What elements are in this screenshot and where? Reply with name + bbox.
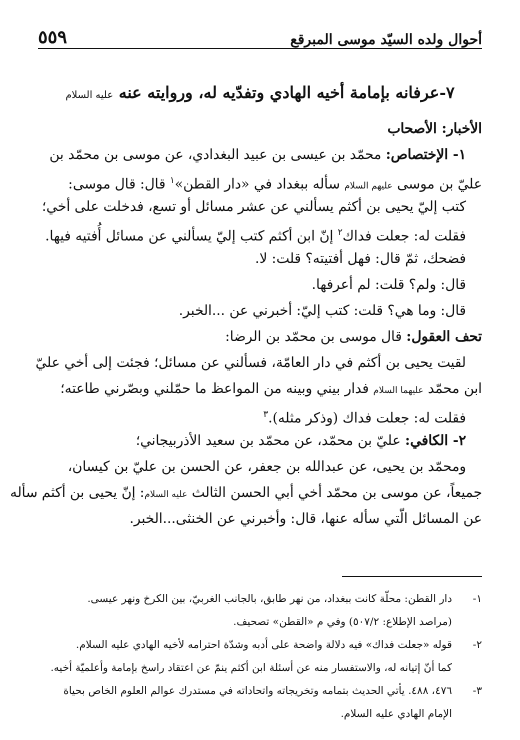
- body-line: [35, 350, 482, 376]
- body-line: [38, 506, 482, 532]
- body-text-span: محمّد بن عيسى بن عبيد البغدادي، عن موسى بن محمّد بن: [49, 147, 386, 163]
- section-title-text: ٧-عرفانه بإمامة أخيه الهادي وتفدّيه له، وروايته عنه: [118, 83, 455, 102]
- narration-label: ٢- الكافي:: [405, 433, 466, 449]
- body-line: [38, 194, 482, 220]
- body-text-span: كتب إليّ يحيى بن أكثم يسألني عن عشر مسائل أو تسع، فدخلت على أخي؛: [41, 199, 466, 215]
- footnote-continuation: الإمام الهادي عليه السلام.: [340, 708, 452, 720]
- body-line: [38, 272, 482, 298]
- body-text-span: فقلت له: جعلت فداك (وذكر مثله).: [268, 410, 466, 427]
- body-line: [38, 246, 482, 272]
- footnote-continuation: (مراصد الإطلاع: ٥٠٧/٢) وفي م «القطن» تصحيف.: [233, 616, 452, 628]
- source-label: تحف العقول:: [406, 329, 482, 345]
- body-text-span: ومحمّد بن يحيى، عن عبدالله بن جعفر، عن الحسن بن عليّ بن كيسان،: [67, 459, 466, 475]
- section-title: [38, 83, 482, 102]
- body-line: [38, 298, 482, 324]
- footnote-number: ٣-: [472, 685, 482, 697]
- body-line: [38, 142, 482, 168]
- footnote-ref: ٣: [263, 410, 269, 420]
- body-line: [38, 220, 482, 246]
- body-line: [38, 428, 482, 454]
- body-text-span: عليّ بن موسى: [392, 176, 482, 193]
- body-text-span: : إنّ يحيى بن أكثم سأله: [10, 485, 145, 501]
- footnote-number: ٢-: [472, 639, 482, 651]
- body-line: [38, 324, 482, 350]
- honorific: عليه السلام: [144, 490, 188, 500]
- section-title-honorific: عليه السلام: [65, 90, 114, 101]
- footnote: [38, 634, 482, 657]
- footnote-continuation: كما أنّ إتيانه له، والاستفسار منه عن أسئلة ابن أكثم ينمّ عن اعتقاد راسخ بإمامة وأعلميّة أخيه.: [50, 662, 452, 674]
- footnote: [38, 680, 482, 703]
- body-text-span: جميعاً، عن موسى بن محمّد أخي أبي الحسن الثالث: [187, 485, 482, 501]
- subheading: الأخبار: الأصحاب: [387, 121, 482, 137]
- body-text-span: قال: ولم؟ قلت: لم أعرفها.: [311, 277, 466, 293]
- footnote-text: قوله «جعلت فداك» فيه دلالة واضحة على أدبه وشدّة احترامه لأخيه الهادي عليه السلام.: [75, 639, 452, 651]
- body-text-span: قال موسى بن محمّد بن الرضا:: [225, 329, 407, 345]
- body-text-span: فدار بيني وبينه من المواعظ ما حمّلني وبصّرني طاعته؛: [60, 381, 374, 397]
- body-text-span: إنّ ابن أكثم كتب إليّ يسألني عن مسائل أُفتيه فيها.: [45, 228, 338, 245]
- page-header: [38, 22, 482, 49]
- footnote-text: ٤٧٦، ٤٨٨. يأتي الحديث بتمامه وتخريجاته واتحاداته في مستدرك عوالم العلوم الخاص بحياة: [63, 685, 452, 697]
- body-text-span: قال: وما هي؟ قلت: كتب إليّ: أخبرني عن ...الخبر.: [178, 303, 466, 319]
- body-line: [38, 168, 482, 194]
- body-text-span: ابن محمّد: [423, 381, 482, 397]
- body-line: [38, 376, 482, 402]
- footnote-ref: ٢: [337, 228, 343, 238]
- footnote-number: ١-: [472, 593, 482, 605]
- body-text-span: فضحك، ثمّ قال: فهل أفتيته؟ قلت: لا.: [254, 251, 466, 267]
- body-line: [38, 454, 482, 480]
- body-text-span: لقيت يحيى بن أكثم في دار العامّة، فسألني عن مسائل؛ فجئت إلى أخي عليّ: [35, 355, 466, 371]
- body-line: [10, 480, 482, 506]
- page-number: ٥٥٩: [38, 27, 68, 48]
- footnote-ref: ١: [169, 176, 175, 186]
- honorific: عليهما السلام: [373, 386, 424, 396]
- body-text-span: سأله ببغداد في «دار القطن»: [174, 176, 345, 193]
- body-text: [10, 116, 482, 532]
- body-line: [38, 402, 482, 428]
- running-head: أحوال ولده السيّد موسى المبرقع: [290, 32, 482, 48]
- footnote-divider: [342, 576, 482, 577]
- honorific: عليهم السلام: [344, 181, 393, 192]
- footnotes: [38, 588, 482, 726]
- footnote: [38, 588, 482, 611]
- narration-label: ١- الإختصاص:: [385, 147, 466, 163]
- body-text-span: عن المسائل الّتي سأله عنها، قال: وأخبرني عن الخنثى...الخبر.: [129, 511, 482, 527]
- body-text-span: عليّ بن محمّد، عن محمّد بن سعيد الأذربيجاني؛: [135, 433, 405, 449]
- body-text-span: قال: قال موسى:: [68, 176, 170, 193]
- footnote-text: دار القطن: محلّة كانت ببغداد، من نهر طابق، بالجانب الغربيّ، بين الكرخ ونهر عيسى.: [87, 593, 452, 605]
- body-text-span: فقلت له: جعلت فداك: [342, 228, 466, 245]
- body-line: [38, 116, 482, 142]
